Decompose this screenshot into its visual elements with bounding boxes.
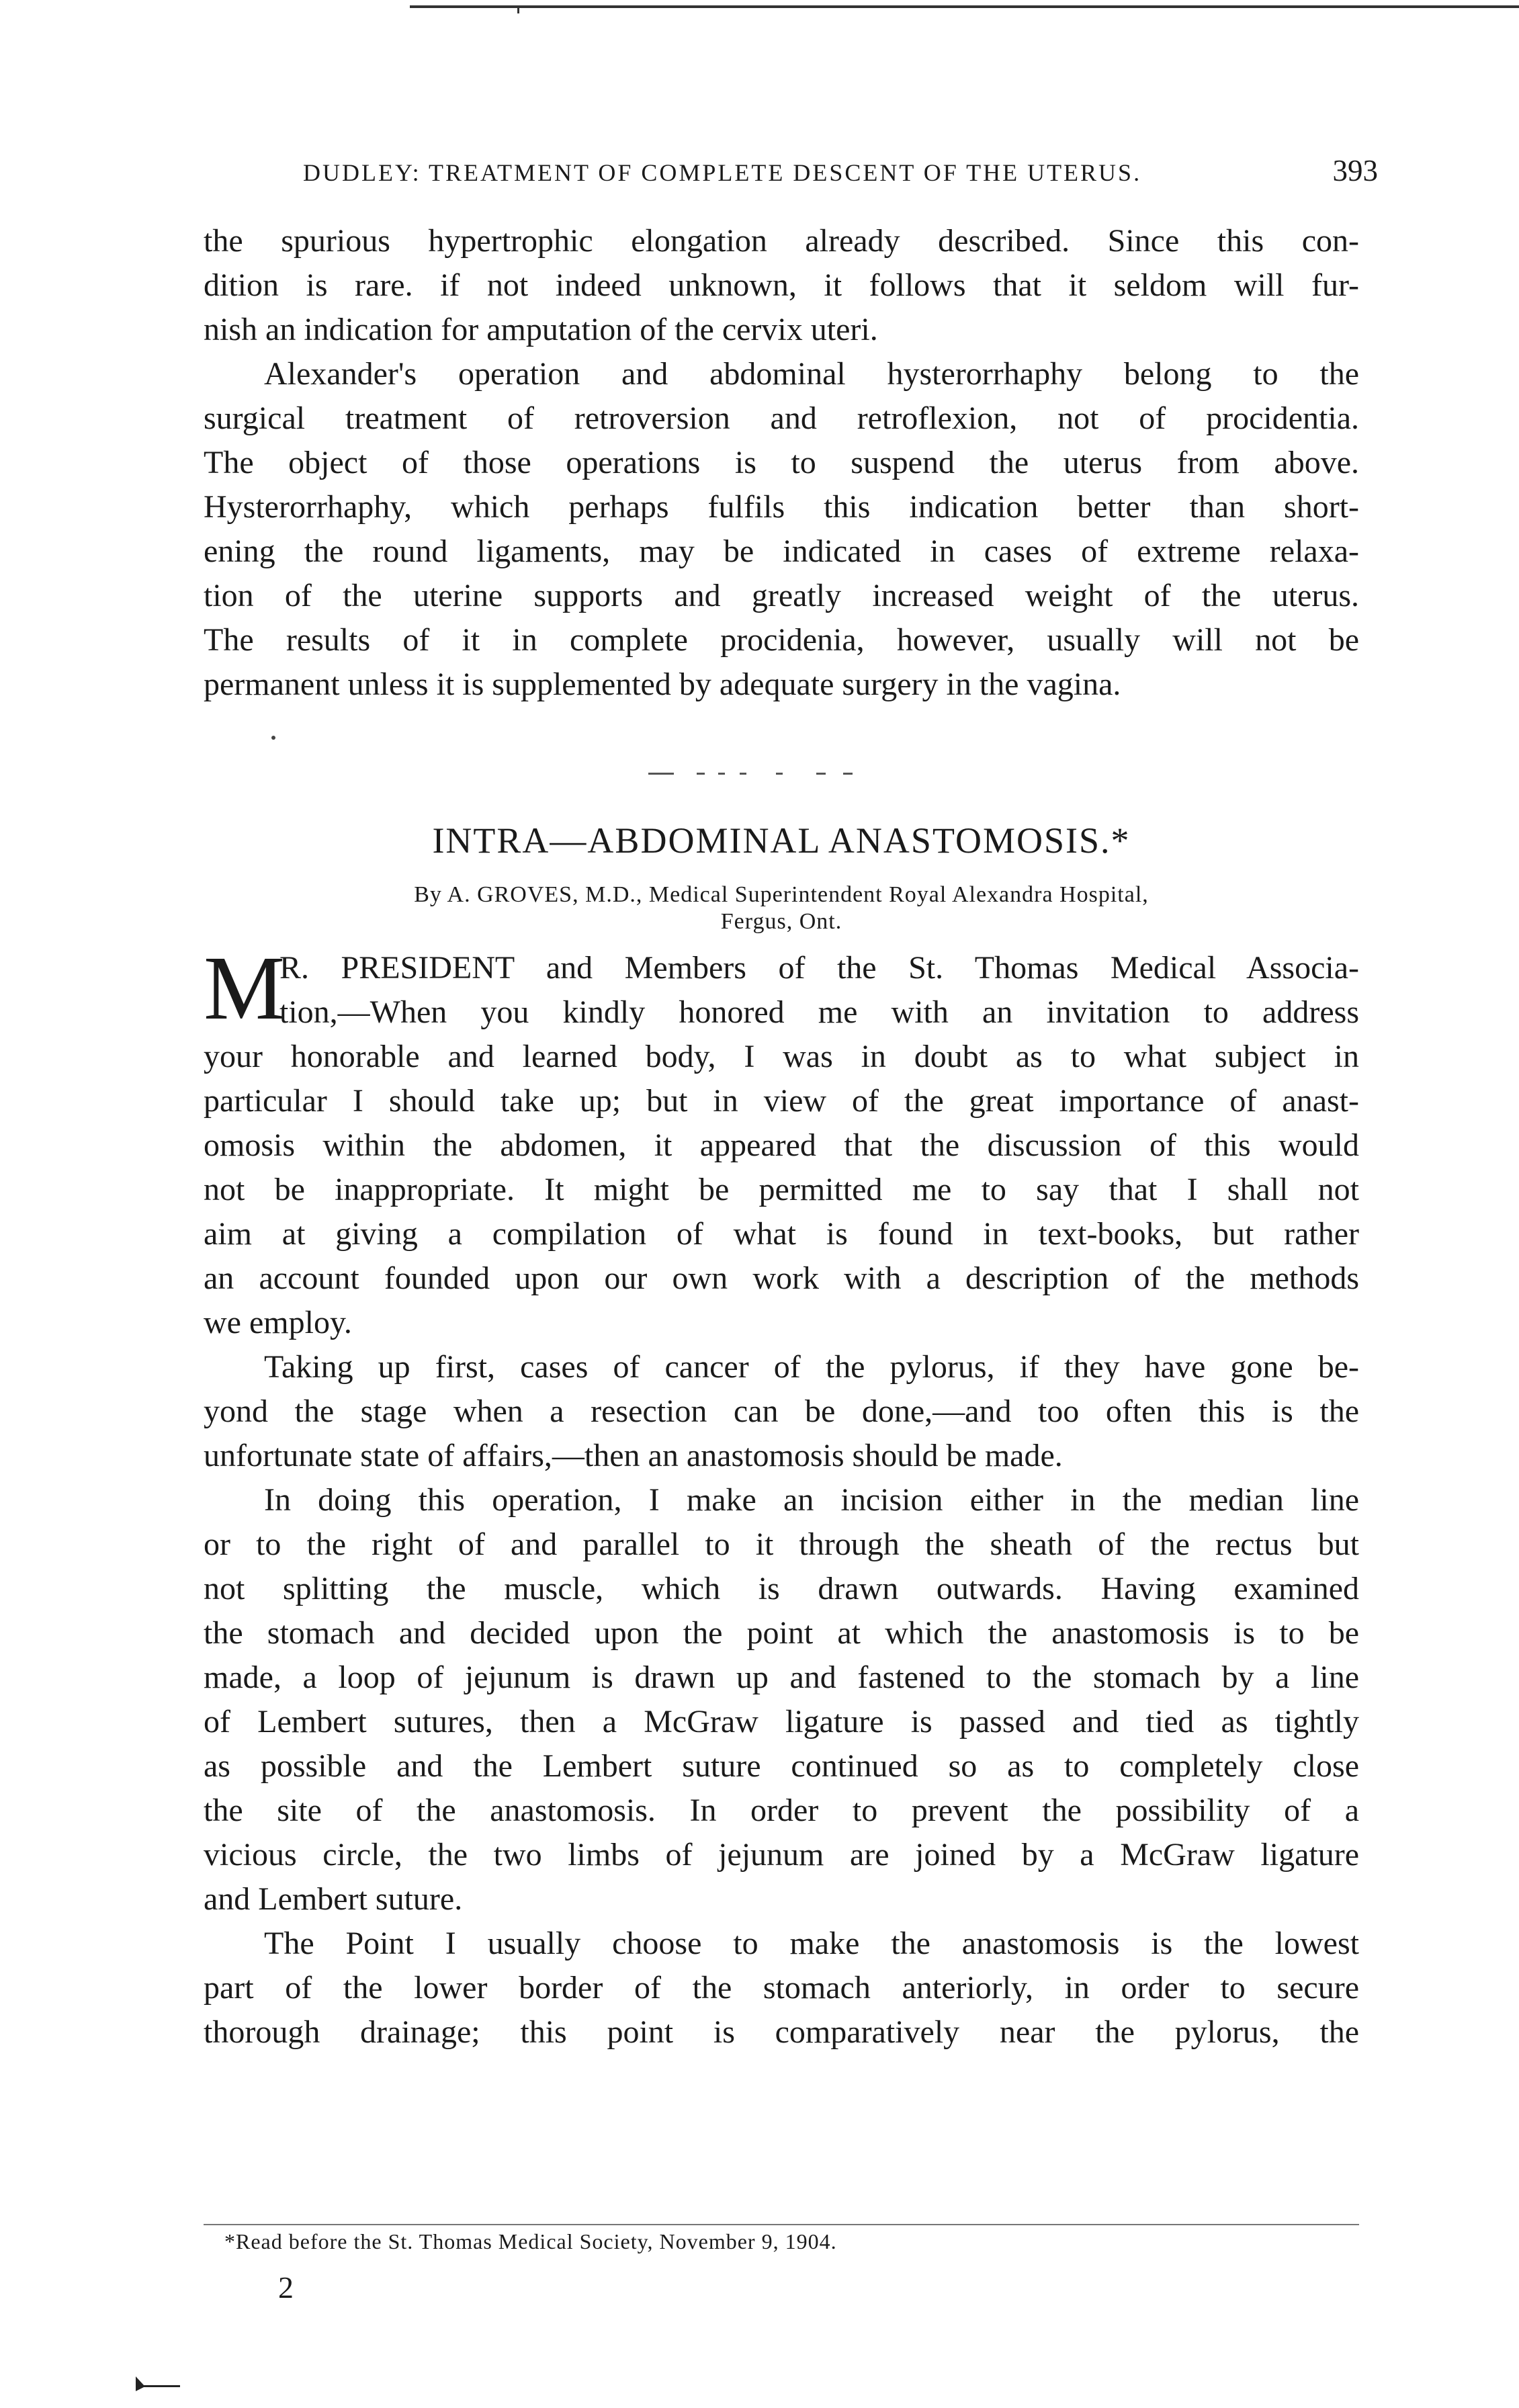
text-line: aim at giving a compilation of what is found in text-books, but rather	[204, 1216, 1359, 1252]
text-line: the site of the anastomosis. In order to prevent the possibility of a	[204, 1793, 1359, 1828]
text-line: of Lembert sutures, then a McGraw ligature is passed and tied as tightly	[204, 1704, 1359, 1739]
text-line: we employ.	[204, 1305, 352, 1340]
text-line: dition is rare. if not indeed unknown, it follows that it seldom will fur-	[204, 267, 1359, 303]
paragraph	[204, 1478, 1359, 1922]
text-line: R. PRESIDENT and Members of the St. Thomas Medical Associa-	[279, 950, 1359, 986]
text-line: an account founded upon our own work with a description of the methods	[204, 1260, 1359, 1296]
previous-article-conclusion	[204, 219, 1359, 707]
text-line: surgical treatment of retroversion and retroflexion, not of procidentia.	[204, 400, 1359, 436]
text-line: as possible and the Lembert suture continued so as to completely close	[204, 1748, 1359, 1784]
footnote: *Read before the St. Thomas Medical Society, November 9, 1904.	[224, 2229, 837, 2253]
text-line: omosis within the abdomen, it appeared that the discussion of this would	[204, 1127, 1359, 1163]
text-line: not be inappropriate. It might be permitted me to say that I shall not	[204, 1172, 1359, 1207]
running-head	[303, 153, 1378, 194]
text-line: particular I should take up; but in view of the great importance of anast-	[204, 1083, 1359, 1119]
corner-arrow-icon	[134, 2374, 181, 2394]
text-line: part of the lower border of the stomach anteriorly, in order to secure	[204, 1970, 1359, 2006]
opening-paragraph	[204, 938, 1359, 1345]
section-separator	[648, 773, 863, 778]
paragraph	[204, 1345, 1359, 1478]
separator-dash	[776, 773, 783, 775]
text-line: Hysterorrhaphy, which perhaps fulfils this indication better than short-	[204, 489, 1359, 525]
text-line: the stomach and decided upon the point at which the anastomosis is to be	[204, 1615, 1359, 1651]
text-line: Taking up first, cases of cancer of the pylorus, if they have gone be-	[264, 1349, 1359, 1385]
text-line: The Point I usually choose to make the anastomosis is the lowest	[264, 1926, 1359, 1961]
separator-dash	[718, 773, 725, 775]
byline-author: By A. GROVES, M.D., Medical Superintendent Royal Alexandra Hospital,	[414, 882, 1149, 907]
text-line: ening the round ligaments, may be indicated in cases of extreme relaxa-	[204, 533, 1359, 569]
text-line: The object of those operations is to suspend the uterus from above.	[204, 445, 1359, 480]
article-title: INTRA—ABDOMINAL ANASTOMOSIS.*	[432, 820, 1131, 861]
text-line: made, a loop of jejunum is drawn up and fastened to the stomach by a line	[204, 1660, 1359, 1695]
separator-dash	[740, 773, 746, 775]
text-line: vicious circle, the two limbs of jejunum are joined by a McGraw ligature	[204, 1837, 1359, 1873]
article-byline	[204, 882, 1359, 935]
top-border-rule	[410, 5, 1519, 8]
text-line: not splitting the muscle, which is drawn outwards. Having examined	[204, 1571, 1359, 1606]
stray-ink-dot	[271, 736, 275, 740]
paragraph	[204, 1922, 1359, 2055]
separator-dash	[816, 773, 826, 775]
text-line: or to the right of and parallel to it through the sheath of the rectus but	[204, 1526, 1359, 1562]
separator-dash	[843, 773, 853, 775]
text-line: The results of it in complete procidenia, however, usually will not be	[204, 622, 1359, 658]
text-line: In doing this operation, I make an incision either in the median line	[264, 1482, 1359, 1518]
footnote-rule	[204, 2224, 1359, 2225]
article-body	[204, 938, 1359, 2055]
text-line: permanent unless it is supplemented by adequate surgery in the vagina.	[204, 666, 1121, 702]
page-number: 393	[1332, 154, 1378, 187]
text-line: Alexander's operation and abdominal hysterorrhaphy belong to the	[264, 356, 1359, 392]
text-line: tion of the uterine supports and greatly increased weight of the uterus.	[204, 578, 1359, 613]
text-line: and Lembert suture.	[204, 1881, 463, 1917]
drop-cap: M	[204, 938, 285, 1039]
top-border-tick	[517, 7, 519, 13]
text-line: tion,—When you kindly honored me with an invitation to address	[279, 994, 1359, 1030]
paragraph	[204, 352, 1359, 707]
running-head-title: DUDLEY: TREATMENT OF COMPLETE DESCENT OF THE UTERUS.	[303, 159, 1142, 186]
text-line: unfortunate state of affairs,—then an anastomosis should be made.	[204, 1438, 1063, 1473]
byline-location: Fergus, Ont.	[720, 909, 842, 934]
signature-mark: 2	[278, 2270, 294, 2305]
text-line: yond the stage when a resection can be done,—and too often this is the	[204, 1393, 1359, 1429]
separator-dash	[697, 773, 705, 775]
text-line: the spurious hypertrophic elongation already described. Since this con-	[204, 223, 1359, 259]
text-line: thorough drainage; this point is comparatively near the pylorus, the	[204, 2014, 1359, 2050]
text-line: your honorable and learned body, I was in doubt as to what subject in	[204, 1039, 1359, 1074]
text-line: nish an indication for amputation of the cervix uteri.	[204, 312, 878, 347]
paragraph	[204, 219, 1359, 352]
separator-dash	[648, 773, 674, 775]
